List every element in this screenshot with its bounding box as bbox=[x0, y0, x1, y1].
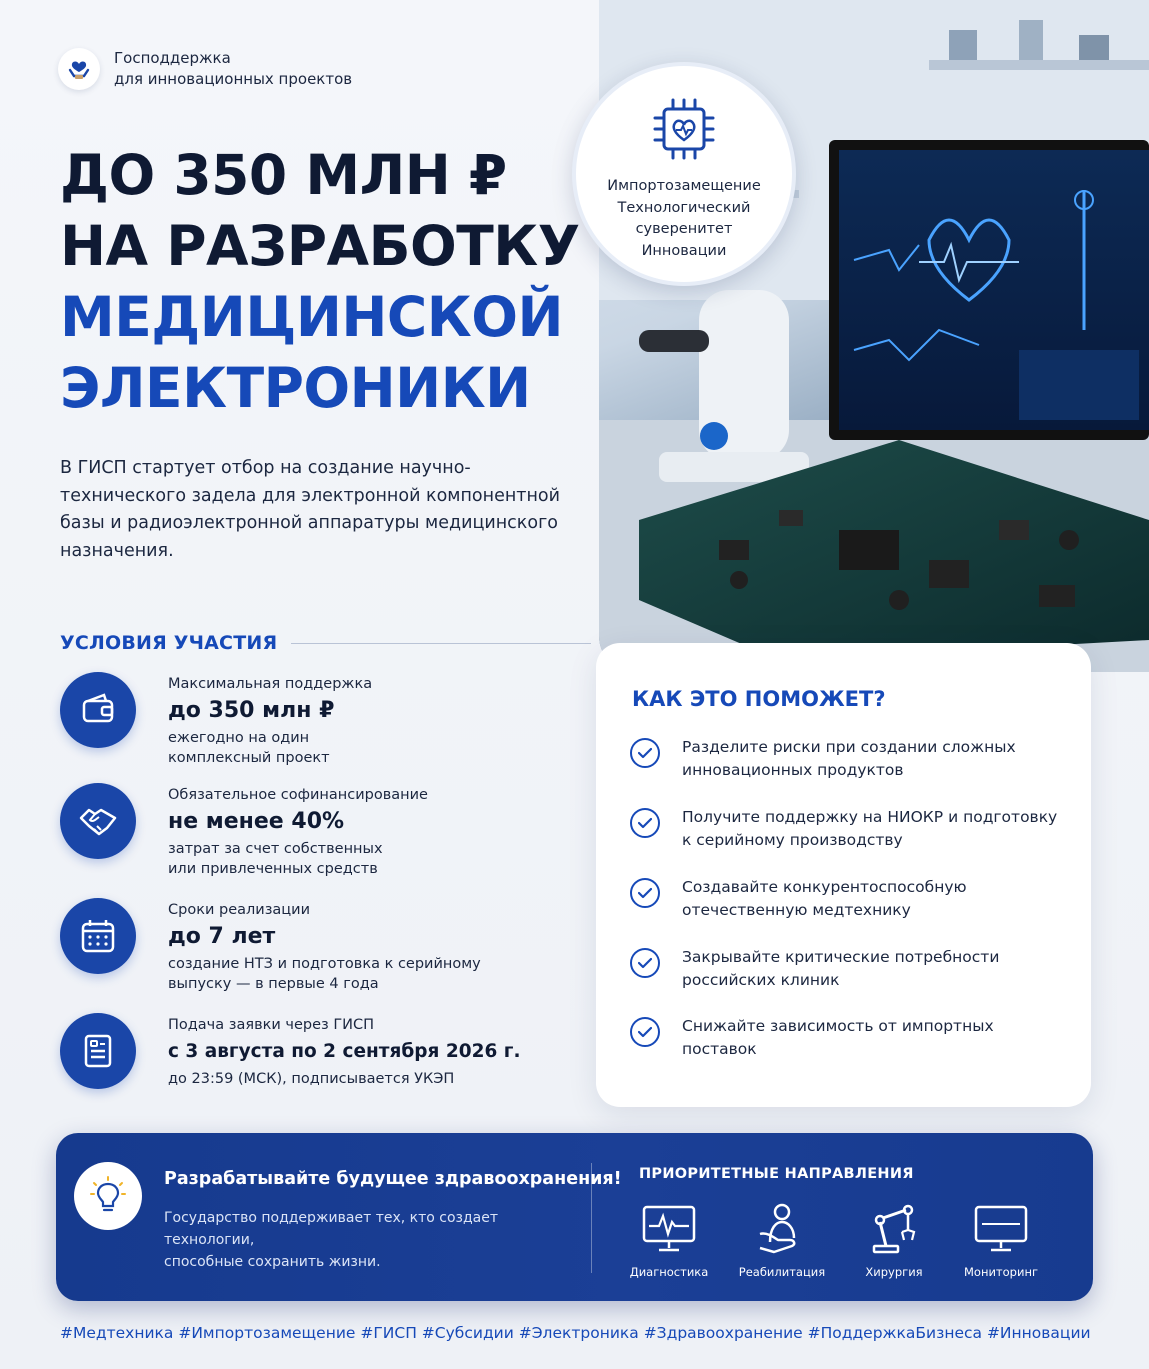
priority-label: Хирургия bbox=[865, 1265, 923, 1279]
priority-item bbox=[727, 1197, 837, 1279]
priority-item bbox=[614, 1197, 724, 1279]
condition-note: затрат за счет собственных bbox=[168, 841, 383, 857]
topics-badge bbox=[572, 62, 796, 286]
condition-label: Подача заявки через ГИСП bbox=[168, 1017, 375, 1033]
hashtags: #Медтехника #Импортозамещение #ГИСП #Субсидии #Электроника #Здравоохранение #ПоддержкаБизнеса #Инновации bbox=[60, 1324, 1091, 1342]
benefits-card bbox=[596, 643, 1091, 1107]
priority-item bbox=[946, 1197, 1056, 1279]
benefit-text: к серийному производству bbox=[682, 831, 903, 849]
hero-title-line-2: НА РАЗРАБОТКУ bbox=[60, 214, 580, 278]
condition-note: или привлеченных средств bbox=[168, 861, 378, 877]
hero-lead-text: В ГИСП стартует отбор на создание научно-технического задела для электронной компонентной базы и радиоэлектронной аппаратуры медицинского назначения. bbox=[60, 458, 560, 561]
banner-text: способные сохранить жизни. bbox=[164, 1254, 381, 1270]
check-circle-icon bbox=[630, 878, 660, 908]
benefit-text: Закрывайте критические потребности bbox=[682, 948, 1000, 966]
benefit-text: Разделите риски при создании сложных bbox=[682, 738, 1016, 756]
banner-divider bbox=[591, 1163, 592, 1273]
check-circle-icon bbox=[630, 808, 660, 838]
benefit-text: российских клиник bbox=[682, 971, 840, 989]
condition-label: Максимальная поддержка bbox=[168, 676, 373, 692]
chip-heart-icon bbox=[649, 94, 719, 164]
condition-item bbox=[60, 898, 580, 998]
hero-title-line-1: ДО 350 МЛН ₽ bbox=[60, 143, 507, 207]
wallet-icon bbox=[60, 672, 136, 748]
condition-item bbox=[60, 672, 580, 772]
condition-item bbox=[60, 1013, 580, 1113]
condition-value: с 3 августа по 2 сентября 2026 г. bbox=[168, 1041, 521, 1062]
brand-header bbox=[58, 48, 352, 90]
banner-text: Государство поддерживает тех, кто создает технологии, bbox=[164, 1210, 499, 1248]
condition-note: до 23:59 (МСК), подписывается УКЭП bbox=[168, 1071, 455, 1087]
badge-line-3: суверенитет bbox=[635, 221, 733, 237]
ecg-monitor-icon bbox=[614, 1197, 724, 1261]
condition-label: Сроки реализации bbox=[168, 902, 311, 918]
priorities-heading: ПРИОРИТЕТНЫЕ НАПРАВЛЕНИЯ bbox=[639, 1166, 914, 1182]
condition-value: не менее 40% bbox=[168, 809, 345, 834]
condition-value: до 7 лет bbox=[168, 924, 276, 949]
condition-note: ежегодно на один bbox=[168, 730, 310, 746]
robotic-arm-icon bbox=[839, 1197, 949, 1261]
monitor-icon bbox=[946, 1197, 1056, 1261]
condition-value: до 350 млн ₽ bbox=[168, 698, 335, 723]
hero-title bbox=[60, 140, 600, 424]
brand-line-1: Господдержка bbox=[114, 49, 231, 67]
check-circle-icon bbox=[630, 1017, 660, 1047]
conditions-title: УСЛОВИЯ УЧАСТИЯ bbox=[60, 632, 278, 654]
condition-note: создание НТЗ и подготовка к серийному bbox=[168, 956, 481, 972]
conditions-divider bbox=[291, 643, 591, 644]
priority-label: Диагностика bbox=[629, 1265, 709, 1279]
badge-line-2: Технологический bbox=[617, 199, 751, 216]
calendar-icon bbox=[60, 898, 136, 974]
brand-line-2: для инновационных проектов bbox=[114, 70, 353, 88]
condition-note: комплексный проект bbox=[168, 750, 330, 766]
conditions-header bbox=[60, 632, 591, 654]
check-circle-icon bbox=[630, 948, 660, 978]
priority-label: Реабилитация bbox=[738, 1265, 826, 1279]
benefit-text: поставок bbox=[682, 1040, 757, 1058]
benefit-text: Создавайте конкурентоспособную bbox=[682, 878, 967, 896]
hero-title-line-4: ЭЛЕКТРОНИКИ bbox=[60, 356, 531, 420]
benefit-text: отечественную медтехнику bbox=[682, 901, 911, 919]
document-icon bbox=[60, 1013, 136, 1089]
check-circle-icon bbox=[630, 738, 660, 768]
rehabilitation-icon bbox=[727, 1197, 837, 1261]
lightbulb-icon bbox=[74, 1162, 142, 1230]
benefit-text: инновационных продуктов bbox=[682, 761, 904, 779]
benefits-title: КАК ЭТО ПОМОЖЕТ? bbox=[632, 687, 886, 711]
benefit-text: Получите поддержку на НИОКР и подготовку bbox=[682, 808, 1058, 826]
badge-line-4: Инновации bbox=[641, 242, 727, 259]
badge-line-1: Импортозамещение bbox=[607, 178, 761, 194]
priority-item bbox=[839, 1197, 949, 1279]
bottom-banner bbox=[56, 1133, 1093, 1301]
benefit-text: Снижайте зависимость от импортных bbox=[682, 1017, 994, 1035]
banner-heading: Разрабатывайте будущее здравоохранения! bbox=[164, 1169, 622, 1189]
heart-in-hands-icon bbox=[58, 48, 100, 90]
condition-label: Обязательное софинансирование bbox=[168, 787, 428, 803]
condition-item bbox=[60, 783, 580, 883]
hero-title-line-3: МЕДИЦИНСКОЙ bbox=[60, 285, 564, 349]
condition-note: выпуску — в первые 4 года bbox=[168, 976, 379, 992]
handshake-icon bbox=[60, 783, 136, 859]
priority-label: Мониторинг bbox=[963, 1265, 1039, 1279]
